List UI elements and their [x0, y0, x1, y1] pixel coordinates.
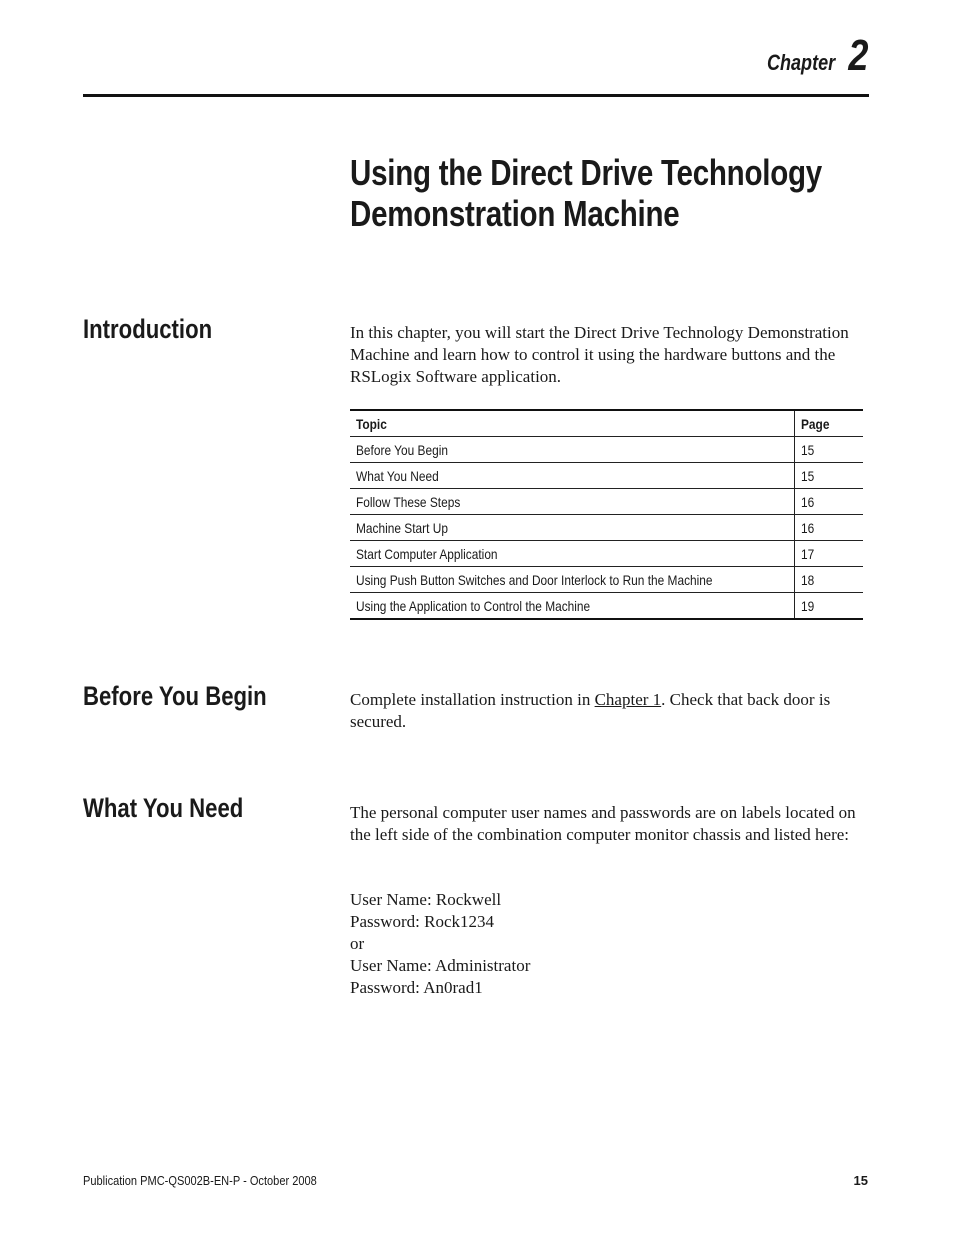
credential-line: User Name: Administrator [350, 956, 531, 975]
introduction-heading: Introduction [83, 314, 213, 344]
page-column-header: Page [795, 410, 864, 437]
chapter-header [752, 31, 868, 80]
credential-line: Password: Rock1234 [350, 912, 495, 931]
credentials-list [350, 889, 870, 999]
table-row [350, 515, 863, 541]
page-title-line-2: Demonstration Machine [350, 193, 680, 234]
page-cell: 16 [795, 489, 864, 515]
topic-cell: Using the Application to Control the Machine [350, 593, 795, 620]
after-link-text: . Check that back door is secured. [350, 690, 831, 731]
introduction-paragraph: In this chapter, you will start the Direct Drive Technology Demonstration Machine and learn how to control it using the hardware buttons and the RSLogix Software application. [350, 323, 849, 386]
table-header-row [350, 410, 863, 437]
table-row [350, 489, 863, 515]
page-cell: 15 [795, 437, 864, 463]
page-title-line-1: Using the Direct Drive Technology [350, 152, 822, 193]
topic-column-header: Topic [350, 410, 795, 437]
topic-cell: Machine Start Up [350, 515, 795, 541]
credential-line: Password: An0rad1 [350, 978, 483, 997]
table-row [350, 463, 863, 489]
chapter-label: Chapter [767, 50, 836, 75]
table-row [350, 541, 863, 567]
credential-line: or [350, 934, 365, 953]
topic-cell: Using Push Button Switches and Door Interlock to Run the Machine [350, 567, 795, 593]
header-rule [83, 94, 869, 97]
topic-cell: Follow These Steps [350, 489, 795, 515]
page-cell: 19 [795, 593, 864, 620]
what-you-need-paragraph: The personal computer user names and passwords are on labels located on the left side of the combination computer monitor chassis and listed here: [350, 803, 856, 844]
topic-cell: Before You Begin [350, 437, 795, 463]
page-title [350, 152, 822, 234]
page-cell: 16 [795, 515, 864, 541]
table-row [350, 437, 863, 463]
topics-table [350, 409, 863, 620]
page-cell: 17 [795, 541, 864, 567]
table-row [350, 593, 863, 620]
page-number: 15 [853, 1173, 868, 1188]
page-cell: 18 [795, 567, 864, 593]
chapter-number: 2 [847, 31, 868, 80]
page-cell: 15 [795, 463, 864, 489]
topic-cell: What You Need [350, 463, 795, 489]
before-you-begin-paragraph [350, 689, 870, 733]
before-you-begin-heading: Before You Begin [83, 681, 267, 711]
publication-footer: Publication PMC-QS002B-EN-P - October 2008 [83, 1173, 317, 1188]
credential-line: User Name: Rockwell [350, 890, 502, 909]
table-row [350, 567, 863, 593]
what-you-need-heading: What You Need [83, 793, 244, 823]
chapter-1-link[interactable]: Chapter 1 [594, 690, 662, 709]
topic-cell: Start Computer Application [350, 541, 795, 567]
before-link-text: Complete installation instruction in [350, 690, 595, 709]
